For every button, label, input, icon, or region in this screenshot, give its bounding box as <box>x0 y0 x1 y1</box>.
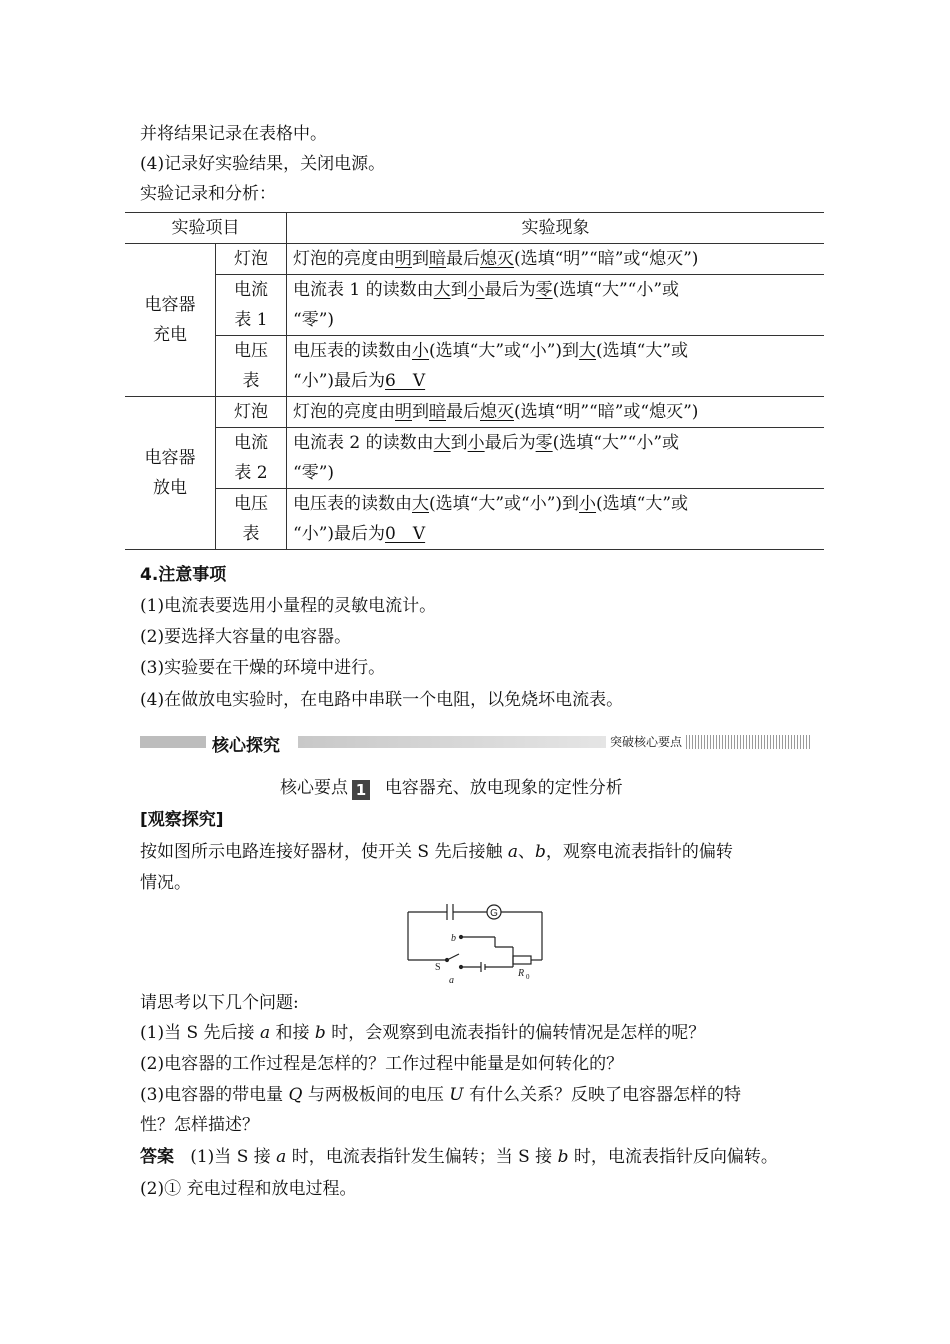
discharge-voltmeter-label: 电压 表 <box>216 489 287 550</box>
table-header-phenomenon: 实验现象 <box>287 213 825 244</box>
banner-subtitle: 突破核心要点 <box>606 733 686 750</box>
galvanometer-label: G <box>490 908 498 919</box>
note-item-1: (1)电流表要选用小量程的灵敏电流计。 <box>140 596 437 616</box>
observe-text-1: 按如图所示电路连接好器材，使开关 S 先后接触 a、b，观察电流表指针的偏转 <box>140 842 733 862</box>
discharge-voltmeter-text: 电压表的读数由大(选填“大”或“小”)到小(选填“大”或 “小”)最后为0 V <box>287 489 825 550</box>
question-3a: (3)电容器的带电量 Q 与两极板间的电压 U 有什么关系？反映了电容器怎样的特 <box>140 1085 741 1105</box>
intro-line-2: (4)记录好实验结果，关闭电源。 <box>140 154 386 174</box>
banner-bar-right <box>686 735 810 749</box>
question-2: (2)电容器的工作过程是怎样的？工作过程中能量是如何转化的？ <box>140 1054 624 1074</box>
section-banner <box>140 731 810 755</box>
answer-label: 答案 <box>140 1147 174 1167</box>
discharge-group-label: 电容器 放电 <box>125 397 216 550</box>
charge-lamp-text: 灯泡的亮度由明到暗最后熄灭(选填“明”“暗”或“熄灭”) <box>287 244 825 275</box>
banner-bar-left <box>140 736 206 748</box>
observe-label: [观察探究] <box>140 810 224 830</box>
intro-line-3: 实验记录和分析： <box>140 184 276 204</box>
banner-title: 核心探究 <box>212 736 280 756</box>
switch-s-label: S <box>435 962 441 973</box>
question-3b: 性？怎样描述？ <box>140 1115 259 1135</box>
table-header-item: 实验项目 <box>125 213 287 244</box>
note-item-3: (3)实验要在干燥的环境中进行。 <box>140 658 386 678</box>
charge-voltmeter-text: 电压表的读数由小(选填“大”或“小”)到大(选填“大”或 “小”)最后为6 V <box>287 336 825 397</box>
question-1: (1)当 S 先后接 a 和接 b 时，会观察到电流表指针的偏转情况是怎样的呢？ <box>140 1023 706 1043</box>
contact-b-label: b <box>451 933 456 944</box>
experiment-table <box>125 212 824 550</box>
notes-title: 4.注意事项 <box>140 565 227 585</box>
intro-line-1: 并将结果记录在表格中。 <box>140 124 327 144</box>
note-item-4: (4)在做放电实验时，在电路中串联一个电阻，以免烧坏电流表。 <box>140 690 624 710</box>
contact-a-label: a <box>449 975 454 986</box>
questions-intro: 请思考以下几个问题: <box>140 993 299 1013</box>
note-item-2: (2)要选择大容量的电容器。 <box>140 627 352 647</box>
observe-text-2: 情况。 <box>140 873 191 893</box>
charge-group-label: 电容器 充电 <box>125 244 216 397</box>
discharge-ammeter-label: 电流 表 2 <box>216 428 287 489</box>
answer-1: 答案 (1)当 S 接 a 时，电流表指针发生偏转；当 S 接 b 时，电流表指针反向偏转。 <box>140 1147 778 1167</box>
resistor-subscript: 0 <box>526 973 530 981</box>
section-heading: 核心要点 1 电容器充、放电现象的定性分析 <box>280 778 623 799</box>
charge-lamp-label: 灯泡 <box>216 244 287 275</box>
banner-bar-middle <box>298 736 616 748</box>
charge-ammeter-text: 电流表 1 的读数由大到小最后为零(选填“大”“小”或 “零”) <box>287 275 825 336</box>
charge-ammeter-label: 电流 表 1 <box>216 275 287 336</box>
resistor-label: R <box>518 968 525 979</box>
answer-2: (2)① 充电过程和放电过程。 <box>140 1179 357 1199</box>
charge-voltmeter-label: 电压 表 <box>216 336 287 397</box>
discharge-ammeter-text: 电流表 2 的读数由大到小最后为零(选填“大”“小”或 “零”) <box>287 428 825 489</box>
discharge-lamp-text: 灯泡的亮度由明到暗最后熄灭(选填“明”“暗”或“熄灭”) <box>287 397 825 428</box>
discharge-lamp-label: 灯泡 <box>216 397 287 428</box>
heading-number-badge: 1 <box>352 780 370 800</box>
circuit-diagram <box>405 900 550 990</box>
